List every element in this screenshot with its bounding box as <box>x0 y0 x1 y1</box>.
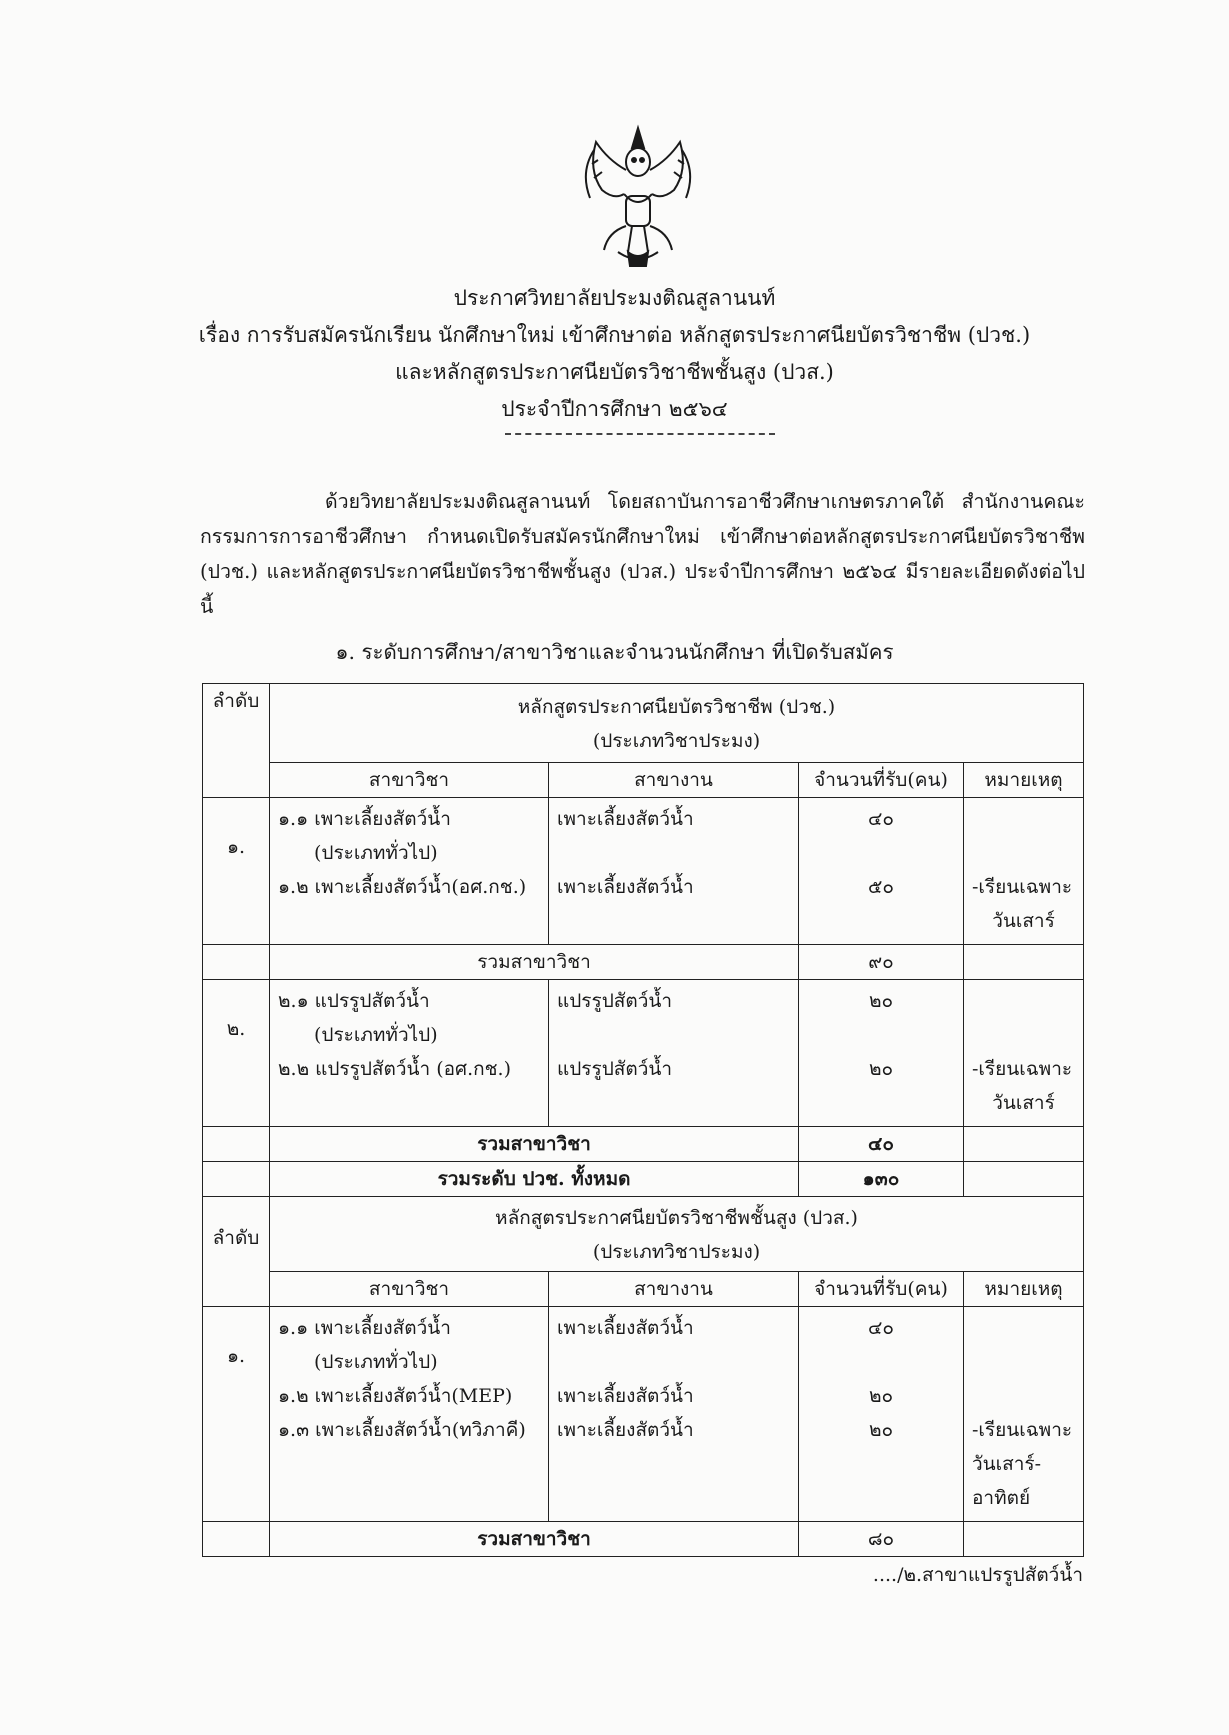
field-name: ๒.๒ แปรรูปสัตว์น้ำ (อศ.กช.) <box>278 1058 511 1080</box>
pvc-title <box>270 684 1084 763</box>
work-name: เพาะเลี้ยงสัตว์น้ำ <box>557 876 694 898</box>
note-text: วันเสาร์- <box>972 1453 1042 1475</box>
count-value: ๒๐ <box>868 990 894 1012</box>
subtotal-value: ๙๐ <box>799 945 964 980</box>
note-cell <box>964 1307 1084 1522</box>
order-header: ลำดับ <box>203 1197 270 1307</box>
field-name: ๑.๓ เพาะเลี้ยงสัตว์น้ำ(ทวิภาคี) <box>278 1419 526 1441</box>
work-name: เพาะเลี้ยงสัตว์น้ำ <box>557 808 694 830</box>
section-title: ๑. ระดับการศึกษา/สาขาวิชาและจำนวนนักศึกษา ที่เปิดรับสมัคร <box>335 640 894 664</box>
work-name: เพาะเลี้ยงสัตว์น้ำ <box>557 1419 694 1441</box>
count-value: ๔๐ <box>868 808 894 830</box>
table-header-row <box>203 1272 1084 1307</box>
field-name: ๑.๑ เพาะเลี้ยงสัตว์น้ำ <box>278 1317 451 1339</box>
pvs-title <box>270 1197 1084 1272</box>
work-cell <box>549 798 799 945</box>
note-header: หมายเหตุ <box>964 763 1084 798</box>
field-type: (ประเภททั่วไป) <box>314 1351 438 1373</box>
work-header: สาขางาน <box>549 1272 799 1307</box>
field-header: สาขาวิชา <box>270 1272 549 1307</box>
intro-paragraph: ด้วยวิทยาลัยประมงติณสูลานนท์ โดยสถาบันการอาชีวศึกษาเกษตรภาคใต้ สำนักงานคณะกรรมการการอาชีวศึกษา กำหนดเปิดรับสมัครนักศึกษาใหม่ เข้าศึกษาต่อหลักสูตรประกาศนียบัตรวิชาชีพ (ปวช.) และหลักสูตรประกาศนียบัตรวิชาชีพชั้นสูง (ปวส.) ประจำปีการศึกษา ๒๕๖๔ มีรายละเอียดดังต่อไปนี้ <box>200 490 1085 618</box>
pvc-title-text: หลักสูตรประกาศนียบัตรวิชาชีพ (ปวช.) <box>517 696 836 718</box>
count-cell <box>799 798 964 945</box>
work-cell <box>549 1307 799 1522</box>
table-row <box>203 1307 1084 1522</box>
note-text: -เรียนเฉพาะ <box>972 1058 1073 1080</box>
count-value: ๔๐ <box>868 1317 894 1339</box>
count-header: จำนวนที่รับ(คน) <box>799 1272 964 1307</box>
subject-line-2: และหลักสูตรประกาศนียบัตรวิชาชีพชั้นสูง (ปวส.) <box>395 360 834 384</box>
field-name: ๑.๑ เพาะเลี้ยงสัตว์น้ำ <box>278 808 451 830</box>
field-cell <box>270 980 549 1127</box>
note-text: วันเสาร์ <box>992 1092 1055 1114</box>
note-cell <box>964 798 1084 945</box>
table-row <box>203 798 1084 945</box>
academic-year: ประจำปีการศึกษา ๒๕๖๔ <box>501 397 728 421</box>
pvs-subtitle-text: (ประเภทวิชาประมง) <box>592 1241 761 1263</box>
pvc-subtitle-text: (ประเภทวิชาประมง) <box>592 730 761 752</box>
note-text: อาทิตย์ <box>972 1487 1031 1509</box>
continuation-note: ..../๒.สาขาแปรรูปสัตว์น้ำ <box>872 1564 1083 1586</box>
subtotal-row <box>203 945 1084 980</box>
announcement-title: ประกาศวิทยาลัยประมงติณสูลานนท์ <box>453 286 776 310</box>
count-cell <box>799 980 964 1127</box>
grand-total-value: ๑๓๐ <box>799 1162 964 1197</box>
table-row <box>203 980 1084 1127</box>
count-value: ๒๐ <box>868 1385 894 1407</box>
order-cell: ๑. <box>203 1307 270 1522</box>
table-header-row <box>203 763 1084 798</box>
count-value: ๒๐ <box>868 1058 894 1080</box>
field-type: (ประเภททั่วไป) <box>314 842 438 864</box>
subtotal-row <box>203 1522 1084 1557</box>
subtotal-label: รวมสาขาวิชา <box>270 945 799 980</box>
grand-total-label: รวมระดับ ปวช. ทั้งหมด <box>270 1162 799 1197</box>
table-header-row <box>203 1197 1084 1272</box>
work-name: เพาะเลี้ยงสัตว์น้ำ <box>557 1317 694 1339</box>
field-header: สาขาวิชา <box>270 763 549 798</box>
work-header: สาขางาน <box>549 763 799 798</box>
order-cell: ๒. <box>203 980 270 1127</box>
divider <box>505 433 775 435</box>
subtotal-value: ๔๐ <box>799 1127 964 1162</box>
grand-total-row <box>203 1162 1084 1197</box>
garuda-emblem-icon <box>568 120 708 270</box>
subtotal-value: ๘๐ <box>799 1522 964 1557</box>
field-cell <box>270 1307 549 1522</box>
order-header: ลำดับ <box>203 684 270 798</box>
pvs-title-text: หลักสูตรประกาศนียบัตรวิชาชีพชั้นสูง (ปวส.) <box>495 1207 858 1229</box>
subject-line: เรื่อง การรับสมัครนักเรียน นักศึกษาใหม่ เข้าศึกษาต่อ หลักสูตรประกาศนียบัตรวิชาชีพ (ปวช.) <box>198 323 1031 347</box>
note-text: -เรียนเฉพาะ <box>972 876 1073 898</box>
field-name: ๑.๒ เพาะเลี้ยงสัตว์น้ำ(อศ.กช.) <box>278 876 527 898</box>
note-text: -เรียนเฉพาะ <box>972 1419 1073 1441</box>
field-type: (ประเภททั่วไป) <box>314 1024 438 1046</box>
count-value: ๒๐ <box>868 1419 894 1441</box>
count-value: ๕๐ <box>868 876 894 898</box>
note-text: วันเสาร์ <box>992 910 1055 932</box>
count-header: จำนวนที่รับ(คน) <box>799 763 964 798</box>
note-cell <box>964 980 1084 1127</box>
subtotal-label: รวมสาขาวิชา <box>270 1127 799 1162</box>
subtotal-label: รวมสาขาวิชา <box>270 1522 799 1557</box>
order-cell: ๑. <box>203 798 270 945</box>
field-name: ๑.๒ เพาะเลี้ยงสัตว์น้ำ(MEP) <box>278 1385 513 1407</box>
work-name: แปรรูปสัตว์น้ำ <box>557 1058 673 1080</box>
work-name: แปรรูปสัตว์น้ำ <box>557 990 673 1012</box>
note-header: หมายเหตุ <box>964 1272 1084 1307</box>
field-cell <box>270 798 549 945</box>
admission-table <box>202 683 1084 1557</box>
work-cell <box>549 980 799 1127</box>
table-header-row <box>203 684 1084 763</box>
field-name: ๒.๑ แปรรูปสัตว์น้ำ <box>278 990 430 1012</box>
work-name: เพาะเลี้ยงสัตว์น้ำ <box>557 1385 694 1407</box>
subtotal-row <box>203 1127 1084 1162</box>
count-cell <box>799 1307 964 1522</box>
